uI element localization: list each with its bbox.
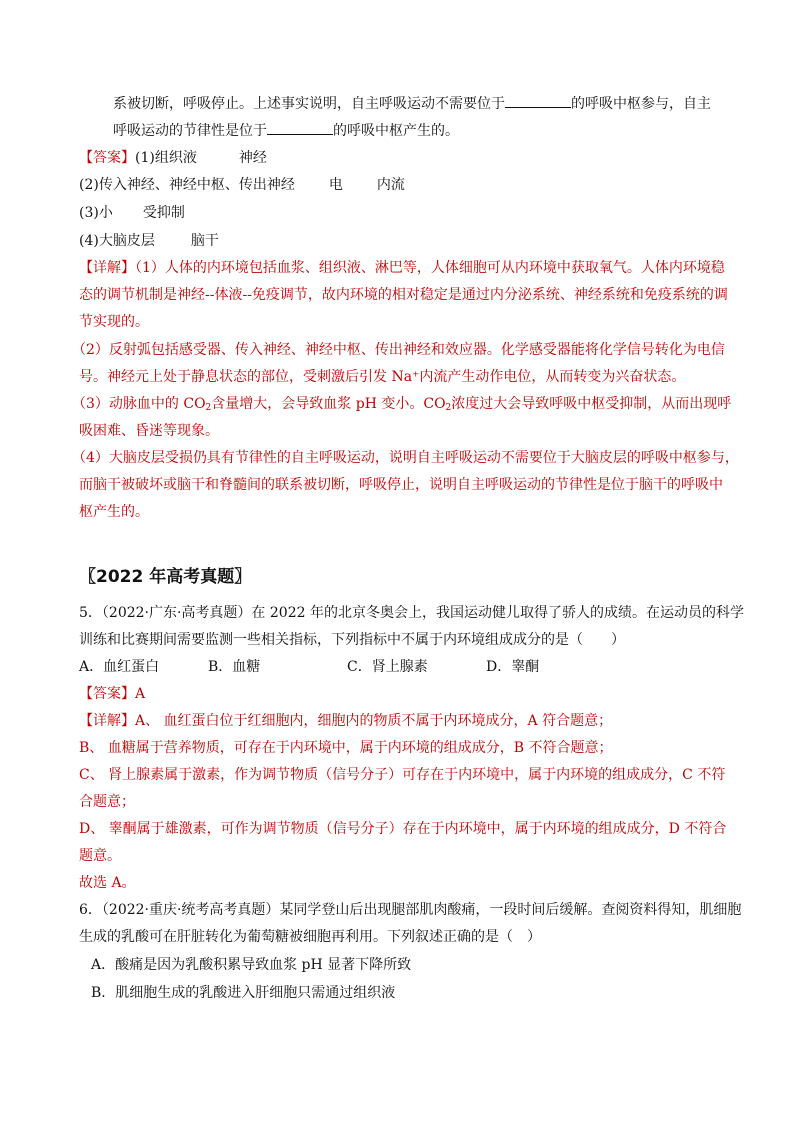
- q4-answer-line-2: (2)传入神经、神经中枢、传出神经 电 内流: [79, 177, 405, 193]
- q6-option-b: B．肌细胞生成的乳酸进入肝细胞只需通过组织液: [91, 985, 396, 1001]
- q5-option-c: C．肾上腺素: [347, 659, 428, 675]
- q4-detail-p4-line-2: 而脑干被破坏或脑干和脊髓间的联系被切断，呼吸停止，说明自主呼吸运动的节律性是位于脑干的呼吸中: [79, 477, 723, 493]
- q4-detail-p1-line-3: 节实现的。: [79, 314, 149, 330]
- q6-stem-line-2: 生成的乳酸可在肝脏转化为葡萄糖被细胞再利用。下列叙述正确的是（ ）: [79, 929, 541, 945]
- answer-tag: 【答案】: [79, 686, 135, 702]
- detail-tag: 【详解】: [79, 713, 135, 729]
- q5-option-b: B．血糖: [208, 659, 261, 675]
- q4-detail-p2-line-2: 号。神经元上处于静息状态的部位，受刺激后引发 Na⁺内流产生动作电位，从而转变为兴奋状态。: [79, 369, 686, 385]
- q4-answer-line-4: (4)大脑皮层 脑干: [79, 233, 219, 249]
- q4-detail-p3-line-1: （3）动脉血中的 $CO_2$含量增大，会导致血浆 pH 变小。$CO_2$浓度过大会导致呼吸中枢受抑制，从而出现呼: [72, 396, 732, 413]
- q4-detail-p2-line-1: （2）反射弧包括感受器、传入神经、神经中枢、传出神经和效应器。化学感受器能将化学信号转化为电信: [72, 342, 725, 358]
- q5-stem-line-2: 训练和比赛期间需要监测一些相关指标，下列指标中不属于内环境组成成分的是（ ）: [79, 632, 625, 648]
- q5-detail-d-line-1: D、 睾酮属于雄激素，可作为调节物质（信号分子）存在于内环境中，属于内环境的组成成分，D 不符合: [79, 821, 727, 837]
- q5-conclusion: 故选 A。: [79, 875, 136, 891]
- detail-tag: 【详解】: [79, 260, 135, 276]
- q4-text-line-1: 系被切断，呼吸停止。上述事实说明，自主呼吸运动不需要位于 的呼吸中枢参与，自主: [113, 93, 711, 114]
- section-title: 〖2022 年高考真题〗: [79, 567, 252, 587]
- q5-detail-d-line-2: 题意。: [79, 848, 121, 864]
- fill-blank: [267, 120, 333, 135]
- q4-detail-p4-line-3: 枢产生的。: [79, 504, 149, 520]
- q5-option-a: A．血红蛋白: [79, 659, 160, 675]
- q5-detail-b: B、 血糖属于营养物质，可存在于内环境中，属于内环境的组成成分，B 不符合题意；: [79, 740, 613, 756]
- q6-stem-line-1: 6．（2022·重庆·统考高考真题）某同学登山后出现腿部肌肉酸痛，一段时间后缓解。查阅资料得知，肌细胞: [79, 902, 742, 918]
- q5-detail-a: 【详解】A、 血红蛋白位于红细胞内，细胞内的物质不属于内环境成分，A 符合题意；: [79, 713, 613, 729]
- answer-tag: 【答案】: [79, 150, 135, 166]
- q4-answer-line-3: (3)小 受抑制: [79, 205, 185, 221]
- q5-stem-line-1: 5．（2022·广东·高考真题）在 2022 年的北京冬奥会上，我国运动健儿取得了骄人的成绩。在运动员的科学: [79, 605, 744, 621]
- q5-option-d: D．睾酮: [486, 659, 540, 675]
- q4-text-line-2: 呼吸运动的节律性是位于 的呼吸中枢产生的。: [113, 120, 459, 141]
- q4-detail-p1-line-1: 【详解】（1）人体的内环境包括血浆、组织液、淋巴等，人体细胞可从内环境中获取氧气。人体内环境稳: [79, 260, 725, 276]
- q4-detail-p1-line-2: 态的调节机制是神经--体液--免疫调节，故内环境的相对稳定是通过内分泌系统、神经系统和免疫系统的调: [79, 287, 728, 303]
- q5-answer: [79, 684, 145, 704]
- q4-detail-p3-line-2: 吸困难、昏迷等现象。: [79, 423, 219, 439]
- q5-detail-c-line-1: C、 肾上腺素属于激素，作为调节物质（信号分子）可存在于内环境中，属于内环境的组成成分，C 不符: [79, 767, 726, 783]
- answer-value: A: [135, 686, 146, 702]
- fill-blank: [505, 93, 571, 108]
- q4-answer-line-1: 【答案】(1)组织液 神经: [79, 150, 267, 166]
- q4-detail-p4-line-1: （4）大脑皮层受损仍具有节律性的自主呼吸运动，说明自主呼吸运动不需要位于大脑皮层的呼吸中枢参与，: [72, 450, 739, 466]
- q6-option-a: A．酸痛是因为乳酸积累导致血浆 pH 显著下降所致: [91, 957, 412, 973]
- q5-detail-c-line-2: 合题意；: [79, 794, 135, 810]
